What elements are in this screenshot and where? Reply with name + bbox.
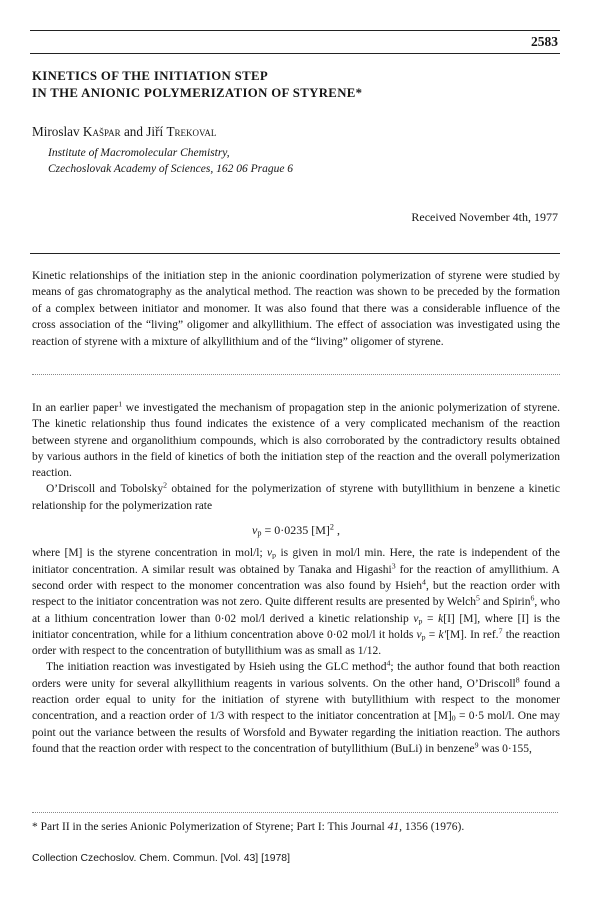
p4-text-d: = 0·5 mol/l. One may point out the variance between the results of Worsfold and Bywater regarding the initiation reaction. The authors found that the reaction order with respect to the concentration of butyllithium (BuLi) in benzene	[32, 710, 560, 755]
p3-text-j: [M]. In ref.	[446, 628, 499, 641]
p3-text-a: where [M] is the styrene concentration in mol/l;	[32, 547, 268, 560]
footnote-separator	[32, 812, 558, 813]
paragraph-3	[32, 545, 560, 659]
p3-rate-symbol-3: v	[416, 628, 422, 641]
p3-rate-constant: k	[438, 612, 444, 625]
p3-text-b: is given in mol/l min. Here, the rate is independent of the initiator concentration. A similar result was obtained by Tanaka and Higashi	[32, 547, 560, 576]
p3-text-k: the reaction order with respect to the concentration of butyllithium was as small as 1/12.	[32, 628, 560, 658]
ref-1: 1	[118, 399, 123, 409]
abstract: Kinetic relationships of the initiation step in the anionic coordination polymerization of styrene were studied by means of gas chromatography as the analytical method. The reaction was shown to be preceded by the formation of a complex between initiator and monomer. It was also found that there was a considerable influence of the cross association of the “living” oligomer and alkyllithium. The effect of association was investigated using the reaction of styrene with a mixture of alkyllithium and of the “living” oligomer of styrene.	[32, 270, 560, 348]
header-rule	[30, 53, 560, 54]
p1-text-a: In an earlier paper	[32, 402, 119, 414]
author-2-last: Trekoval	[166, 124, 217, 139]
p3-text-g: =	[422, 612, 439, 625]
ref-9: 9	[474, 740, 479, 750]
eq-rate-subscript: p	[257, 528, 262, 538]
footnote-volume: 41,	[387, 821, 402, 833]
p3-rate-symbol-2: v	[413, 612, 419, 625]
title-line-1: KINETICS OF THE INITIATION STEP	[32, 69, 269, 83]
journal-footer: Collection Czechoslov. Chem. Commun. [Vol. 43] [1978]	[32, 853, 290, 864]
ref-5: 5	[476, 593, 480, 603]
p3-rate-subscript-3: p	[421, 632, 426, 642]
p4-text-c: found a reaction order equal to unity for the initiation of styrene with butyllithium with respect to the monomer concentration, and a reaction order of 1/3 with respect to the initiator concentration at [M]	[32, 677, 561, 723]
rate-equation	[32, 522, 560, 538]
footnote-text-a: Part II in the series Anionic Polymerization of Styrene; Part I: This Journal	[37, 821, 388, 833]
p3-text-c: for the reaction of amyllithium. A second order with respect to the monomer concentration was also found by Hsieh	[32, 563, 560, 592]
footnote	[32, 820, 560, 835]
ref-7: 7	[498, 626, 503, 636]
p1-text-b: we investigated the mechanism of propagation step in the anionic polymerization of styrene. The kinetic relationship thus found indicates the existence of a very complicated mechanism of the reaction between styrene and organolithium compounds, which is also corroborated by the contradictory results obtained by various authors in the field of kinetics of both the initiation step of the reaction and the overall polymerization reaction.	[32, 402, 560, 480]
article-title	[32, 68, 552, 102]
received-date: Received November 4th, 1977	[411, 210, 558, 224]
affiliation	[48, 145, 293, 177]
ref-2: 2	[163, 481, 167, 491]
title-line-2: IN THE ANIONIC POLYMERIZATION OF STYRENE*	[32, 86, 363, 100]
p4-monomer-subscript: 0	[451, 713, 456, 723]
p2-text-b: obtained for the polymerization of styrene with butyllithium in benzene a kinetic relationship for the polymerization rate	[32, 483, 560, 512]
author-2-first: Jiří	[146, 124, 164, 139]
eq-rate-symbol: v	[252, 523, 258, 538]
p3-rate-symbol: v	[267, 547, 273, 560]
page-number: 2583	[531, 34, 558, 49]
ref-8: 8	[515, 675, 520, 685]
p3-text-e: and Spirin	[479, 596, 531, 609]
ref-6: 6	[530, 593, 535, 603]
eq-end: ,	[333, 523, 340, 538]
ref-4-second: 4	[386, 659, 391, 669]
p3-text-i: =	[425, 628, 439, 641]
p3-rate-constant-2: k′	[438, 628, 447, 641]
paragraph-2	[32, 481, 560, 514]
affiliation-line-1: Institute of Macromolecular Chemistry,	[48, 147, 230, 159]
top-rule	[30, 30, 560, 31]
eq-rhs: = 0·0235 [M]	[261, 523, 330, 538]
p3-text-f: , who at a lithium concentration lower than 0·02 mol/l derived a kinetic relationship	[32, 596, 560, 625]
abstract-bottom-separator	[32, 374, 560, 375]
ref-4: 4	[422, 577, 426, 587]
eq-exponent: 2	[329, 522, 334, 532]
footnote-text-b: 1356 (1976).	[401, 821, 465, 833]
author-conjunction: and	[123, 124, 143, 139]
p2-text-a: O’Driscoll and Tobolsky	[46, 483, 164, 496]
p4-text-b: ; the author found that both reaction orders were unity for several alkyllithium reagents in various solvents. On the other hand, O’Driscoll	[32, 661, 560, 690]
author-1-first: Miroslav	[32, 124, 80, 139]
p4-text-e: was 0·155,	[478, 742, 532, 755]
footnote-mark: *	[32, 821, 38, 833]
article-body	[32, 400, 560, 757]
author-1-last: Kašpar	[82, 124, 121, 139]
authors	[32, 124, 216, 140]
paragraph-1	[32, 400, 560, 481]
ref-3: 3	[391, 561, 396, 571]
affiliation-line-2: Czechoslovak Academy of Sciences, 162 06 Prague 6	[48, 163, 294, 175]
p3-rate-subscript: p	[272, 550, 277, 560]
p4-text-a: The initiation reaction was investigated by Hsieh using the GLC method	[46, 661, 387, 674]
abstract-top-rule	[30, 253, 560, 254]
p3-text-d: , but the reaction order with respect to the initiator concentration was not zero. Quite different results are presented by Welch	[32, 579, 560, 609]
p3-rate-subscript-2: p	[418, 616, 423, 626]
paragraph-4	[32, 659, 560, 757]
p3-text-h: [I] [M], where [I] is the initiator concentration, while for a lithium concentration above 0·02 mol/l it holds	[32, 612, 560, 641]
